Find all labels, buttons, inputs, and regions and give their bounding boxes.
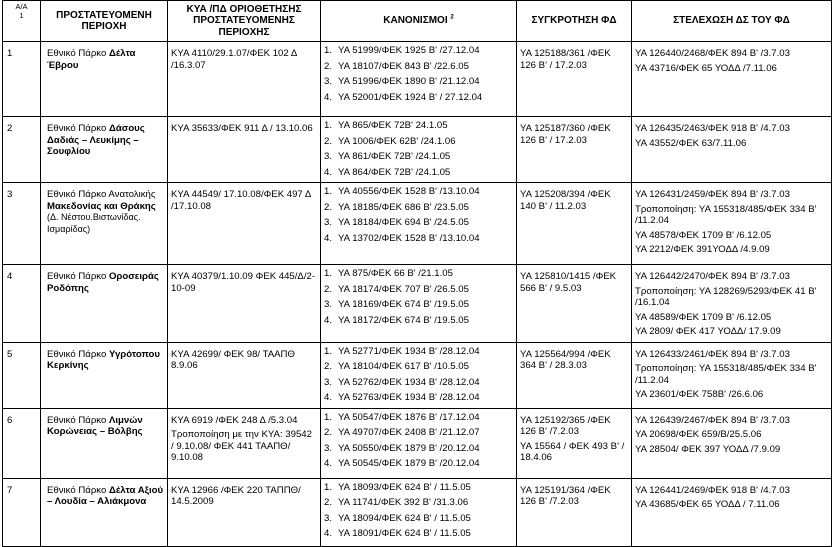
stelexosi-entry: ΥΑ 43716/ΦΕΚ 65 ΥΟΔΔ /7.11.06 [635, 62, 777, 74]
region-cell [41, 42, 168, 117]
stelexosi-entry: ΥΑ 126441/2469/ΦΕΚ 918 Β' /4.7.03 [635, 484, 790, 496]
regulation-text: ΥΑ 18091/ΦΕΚ 624 Β' / 11.5.05 [338, 528, 471, 539]
regulation-index: 1. [324, 345, 333, 357]
region-label: Εθνικό Πάρκο [47, 48, 107, 59]
region-label: Εθνικό Πάρκο Ανατολικής [47, 189, 156, 200]
kya-cell [168, 265, 321, 343]
regulation-text: ΥΑ 51996/ΦΕΚ 1890 Β' /21.12.04 [338, 76, 480, 87]
row-number: 6 [3, 408, 41, 478]
regulation-index: 1. [324, 186, 333, 197]
regulation-index: 3. [324, 376, 333, 388]
regulation-text: ΥΑ 861/ΦΕΚ 72Β' /24.1.05 [338, 151, 451, 162]
regulation-index: 4. [324, 166, 333, 178]
regulation-text: ΥΑ 18094/ΦΕΚ 624 Β' / 11.5.05 [338, 512, 471, 524]
region-name: Μακεδονίας και Θράκης [47, 200, 156, 212]
synkrotisi-entry: ΥΑ 125564/994 /ΦΕΚ 364 Β' / 28.3.03 [520, 348, 611, 371]
regulation-index: 2. [324, 283, 333, 295]
stelexosi-entry: Τροποποίηση: ΥΑ 128269/5293/ΦΕΚ 41 Β' /16.1.04 [635, 285, 817, 308]
region-name: Υγρότοπου Κερκίνης [47, 348, 160, 371]
stelexosi-cell [632, 408, 832, 478]
stelexosi-entry: ΥΑ 126435/2463/ΦΕΚ 918 Β' /4.7.03 [635, 123, 790, 134]
kya-entry: ΚΥΑ 42699/ ΦΕΚ 98/ ΤΑΑΠΘ 8.9.06 [171, 348, 295, 371]
regulation-index: 1. [324, 268, 333, 279]
stelexosi-entry: ΥΑ 48589/ΦΕΚ 1709 Β' /6.12.05 [635, 311, 772, 323]
regulation-index: 3. [324, 299, 333, 310]
regulations-cell [321, 408, 517, 478]
kya-entry: ΚΥΑ 44549/ 17.10.08/ΦΕΚ 497 Δ /17.10.08 [171, 189, 311, 212]
regulation-item [324, 526, 513, 542]
regulation-text: ΥΑ 1006/ΦΕΚ 62Β' /24.1.06 [338, 135, 456, 147]
stelexosi-entry: ΥΑ 43552/ΦΕΚ 63/7.11.06 [635, 137, 747, 149]
regulation-item [324, 313, 513, 329]
regulation-item [324, 231, 513, 247]
kya-cell [168, 342, 321, 408]
regulation-text: ΥΑ 13702/ΦΕΚ 1528 Β' /13.10.04 [338, 232, 480, 244]
synkrotisi-cell [517, 265, 632, 343]
synkrotisi-cell [517, 342, 632, 408]
header-stelexosi: ΣΤΕΛΕΧΩΣΗ ΔΣ ΤΟΥ ΦΔ [632, 1, 832, 42]
stelexosi-entry: ΥΑ 126439/2467/ΦΕΚ 894 Β' /3.7.03 [635, 414, 790, 426]
regulations-list [324, 184, 513, 246]
regulation-item [324, 359, 513, 375]
regulation-text: ΥΑ 40556/ΦΕΚ 1528 Β' /13.10.04 [338, 186, 480, 197]
stelexosi-cell [632, 183, 832, 265]
regulation-index: 4. [324, 314, 333, 326]
regulation-text: ΥΑ 50545/ΦΕΚ 1879 Β' /20.12.04 [338, 458, 480, 469]
stelexosi-entry: ΥΑ 126433/2461/ΦΕΚ 894 Β' /3.7.03 [635, 348, 790, 360]
region-cell [41, 183, 168, 265]
regulation-text: ΥΑ 875/ΦΕΚ 66 Β' /21.1.05 [338, 268, 453, 279]
regulations-cell [321, 342, 517, 408]
protected-areas-table [2, 0, 832, 547]
regulation-item [324, 200, 513, 216]
synkrotisi-cell [517, 408, 632, 478]
regulation-index: 2. [324, 497, 333, 508]
synkrotisi-entry: ΥΑ 125208/394 /ΦΕΚ 140 Β' / 11.2.03 [520, 189, 611, 212]
regulation-text: ΥΑ 18169/ΦΕΚ 674 Β' /19.5.05 [338, 299, 469, 310]
regulations-list [324, 118, 513, 180]
row-number: 7 [3, 478, 41, 546]
table-row [3, 117, 832, 183]
region-label: Εθνικό Πάρκο [47, 271, 107, 282]
regulation-index: 1. [324, 120, 333, 131]
regulation-item [324, 134, 513, 150]
regulation-index: 4. [324, 232, 333, 244]
stelexosi-entry: ΥΑ 126431/2459/ΦΕΚ 894 Β' /3.7.03 [635, 189, 790, 200]
regulations-cell [321, 42, 517, 117]
stelexosi-entry: Τροποποίηση: ΥΑ 155318/485/ΦΕΚ 334 Β' /11.2.04 [635, 363, 817, 386]
stelexosi-entry: ΥΑ 2212/ΦΕΚ 391ΥΟΔΔ /4.9.09 [635, 244, 770, 255]
table-row [3, 183, 832, 265]
regulation-item [324, 410, 513, 426]
stelexosi-entry: ΥΑ 126442/2470/ΦΕΚ 894 Β' /3.7.03 [635, 271, 790, 282]
synkrotisi-entry: ΥΑ 125188/361 /ΦΕΚ 126 Β' / 17.2.03 [520, 48, 611, 71]
region-cell [41, 117, 168, 183]
regulation-item [324, 90, 513, 106]
regulation-text: ΥΑ 18104/ΦΕΚ 617 Β' /10.5.05 [338, 361, 469, 372]
regulation-item [324, 495, 513, 511]
regulation-text: ΥΑ 18172/ΦΕΚ 674 Β' /19.5.05 [338, 314, 469, 326]
kya-cell [168, 478, 321, 546]
header-regulations: ΚΑΝΟΝΙΣΜΟΙ $^2$ [321, 1, 517, 42]
region-cell [41, 342, 168, 408]
regulation-item [324, 149, 513, 165]
row-number: 2 [3, 117, 41, 183]
table-row [3, 478, 832, 546]
regulation-item [324, 456, 513, 472]
region-name: Δέλτα Αξιού – Λουδία – Αλιάκμονα [47, 484, 164, 507]
kya-cell [168, 408, 321, 478]
regulation-text: ΥΑ 18107/ΦΕΚ 843 Β' /22.6.05 [338, 60, 469, 72]
regulations-list [324, 43, 513, 105]
regulations-list [324, 480, 513, 542]
regulation-item [324, 184, 513, 200]
regulation-index: 2. [324, 201, 333, 213]
header-row [3, 1, 832, 42]
kya-entry: ΚΥΑ 4110/29.1.07/ΦΕΚ 102 Δ /16.3.07 [171, 48, 297, 71]
regulation-text: ΥΑ 865/ΦΕΚ 72Β' 24.1.05 [338, 120, 448, 131]
header-aa: Α/Α 1 [3, 1, 41, 42]
kya-entry: ΚΥΑ 40379/1.10.09 ΦΕΚ 445/Δ/2-10-09 [171, 271, 316, 294]
regulations-cell [321, 478, 517, 546]
regulation-text: ΥΑ 50550/ΦΕΚ 1879 Β' /20.12.04 [338, 442, 480, 454]
regulation-index: 1. [324, 45, 333, 56]
regulation-index: 4. [324, 91, 333, 103]
regulation-text: ΥΑ 18174/ΦΕΚ 707 Β' /26.5.05 [338, 283, 469, 295]
region-cell [41, 265, 168, 343]
regulation-item [324, 59, 513, 75]
regulation-text: ΥΑ 52763/ΦΕΚ 1934 Β' /28.12.04 [338, 392, 480, 403]
region-note: (Δ. Νέστου.Βιστωνίδας. Ισμαρίδας) [47, 212, 141, 234]
row-number: 5 [3, 342, 41, 408]
kya-entry: ΚΥΑ 12966 /ΦΕΚ 220 ΤΑΠΠΘ/ 14.5.2009 [171, 484, 301, 507]
regulation-index: 3. [324, 217, 333, 228]
regulation-item [324, 43, 513, 59]
stelexosi-cell [632, 265, 832, 343]
regulation-index: 1. [324, 411, 333, 423]
row-number: 4 [3, 265, 41, 343]
synkrotisi-cell [517, 183, 632, 265]
regulations-list [324, 344, 513, 406]
table-row [3, 342, 832, 408]
kya-cell [168, 183, 321, 265]
regulation-item [324, 441, 513, 457]
header-synkrotisi: ΣΥΓΚΡΟΤΗΣΗ ΦΔ [517, 1, 632, 42]
row-number: 3 [3, 183, 41, 265]
regulation-item [324, 215, 513, 231]
regulation-index: 2. [324, 427, 333, 438]
regulation-item [324, 282, 513, 298]
synkrotisi-cell [517, 117, 632, 183]
regulation-item [324, 165, 513, 181]
region-cell [41, 408, 168, 478]
regulation-item [324, 511, 513, 527]
stelexosi-entry: ΥΑ 28504/ ΦΕΚ 397 ΥΟΔΔ /7.9.09 [635, 443, 781, 455]
regulation-item [324, 74, 513, 90]
regulation-text: ΥΑ 49707/ΦΕΚ 2408 Β' /21.12.07 [338, 427, 480, 438]
stelexosi-entry: ΥΑ 48578/ΦΕΚ 1709 Β' /6.12.05 [635, 229, 772, 241]
regulation-item [324, 480, 513, 496]
synkrotisi-entry: ΥΑ 15564 / ΦΕΚ 493 Β' / 18.4.06 [520, 440, 625, 463]
region-label: Εθνικό Πάρκο [47, 123, 107, 134]
regulation-index: 3. [324, 512, 333, 524]
regulation-item [324, 390, 513, 406]
synkrotisi-entry: ΥΑ 125192/365 /ΦΕΚ 126 Β' /7.2.03 [520, 414, 611, 437]
row-number: 1 [3, 42, 41, 117]
synkrotisi-cell [517, 478, 632, 546]
regulation-item [324, 344, 513, 360]
stelexosi-entry: ΥΑ 20698/ΦΕΚ 659/Β/25.5.06 [635, 429, 762, 440]
regulation-item [324, 266, 513, 282]
table-row [3, 42, 832, 117]
kya-entry: ΚΥΑ 35633/ΦΕΚ 911 Δ / 13.10.06 [171, 123, 313, 134]
regulations-list [324, 266, 513, 328]
regulation-text: ΥΑ 52001/ΦΕΚ 1924 Β' / 27.12.04 [338, 91, 483, 103]
stelexosi-entry: Τροποποίηση: ΥΑ 155318/485/ΦΕΚ 334 Β' /11.2.04 [635, 203, 817, 226]
regulation-index: 3. [324, 76, 333, 87]
kya-cell [168, 117, 321, 183]
region-name: Δάσους Δαδιάς – Λευκίμης – Σουφλίου [47, 123, 145, 157]
region-name: Λιμνών Κορώνειας – Βόλβης [47, 414, 143, 437]
regulation-item [324, 375, 513, 391]
synkrotisi-entry: ΥΑ 125191/364 /ΦΕΚ 126 Β' /7.2.03 [520, 484, 611, 507]
stelexosi-entry: ΥΑ 23601/ΦΕΚ 758Β' /26.6.06 [635, 389, 764, 400]
regulation-item [324, 118, 513, 134]
regulation-text: ΥΑ 52771/ΦΕΚ 1934 Β' /28.12.04 [338, 345, 480, 357]
stelexosi-cell [632, 478, 832, 546]
regulation-index: 4. [324, 392, 333, 403]
region-cell [41, 478, 168, 546]
regulation-index: 4. [324, 528, 333, 539]
regulation-index: 4. [324, 458, 333, 469]
regulation-text: ΥΑ 51999/ΦΕΚ 1925 Β' /27.12.04 [338, 45, 480, 56]
stelexosi-cell [632, 42, 832, 117]
table-row [3, 265, 832, 343]
stelexosi-entry: ΥΑ 126440/2468/ΦΕΚ 894 Β' /3.7.03 [635, 48, 790, 59]
regulation-index: 1. [324, 481, 333, 493]
regulation-text: ΥΑ 50547/ΦΕΚ 1876 Β' /17.12.04 [338, 411, 480, 423]
regulation-text: ΥΑ 864/ΦΕΚ 72Β' /24.1.05 [338, 166, 451, 178]
stelexosi-cell [632, 342, 832, 408]
kya-entry: Τροποποίηση με την ΚΥΑ: 39542 / 9.10.08/ ΦΕΚ 441 ΤΑΑΠΘ/ 9.10.08 [171, 429, 312, 463]
synkrotisi-entry: ΥΑ 125810/1415 /ΦΕΚ 566 Β' / 9.5.03 [520, 271, 617, 294]
regulation-index: 2. [324, 60, 333, 72]
regulation-text: ΥΑ 11741/ΦΕΚ 392 Β' /31.3.06 [338, 497, 469, 508]
regulations-cell [321, 265, 517, 343]
stelexosi-cell [632, 117, 832, 183]
synkrotisi-entry: ΥΑ 125187/360 /ΦΕΚ 126 Β' / 17.2.03 [520, 123, 611, 146]
regulation-text: ΥΑ 52762/ΦΕΚ 1934 Β' /28.12.04 [338, 376, 480, 388]
header-region: ΠΡΟΣΤΑΤΕΥΟΜΕΝΗ ΠΕΡΙΟΧΗ [41, 1, 168, 42]
region-label: Εθνικό Πάρκο [47, 484, 107, 496]
region-label: Εθνικό Πάρκο [47, 414, 107, 426]
header-kya: ΚΥΑ /ΠΔ ΟΡΙΟΘΕΤΗΣΗΣ ΠΡΟΣΤΑΤΕΥΟΜΕΝΗΣ ΠΕΡΙΟΧΗΣ [168, 1, 321, 42]
regulation-index: 2. [324, 135, 333, 147]
regulation-index: 3. [324, 442, 333, 454]
kya-entry: ΚΥΑ 6919 /ΦΕΚ 248 Δ /5.3.04 [171, 414, 298, 426]
region-name: Οροσειράς Ροδόπης [47, 271, 159, 294]
region-label: Εθνικό Πάρκο [47, 348, 107, 360]
table-row [3, 408, 832, 478]
regulation-text: ΥΑ 18093/ΦΕΚ 624 Β' / 11.5.05 [338, 481, 471, 493]
stelexosi-entry: ΥΑ 2809/ ΦΕΚ 417 ΥΟΔΔ/ 17.9.09 [635, 326, 781, 337]
regulation-text: ΥΑ 18185/ΦΕΚ 686 Β' /23.5.05 [338, 201, 469, 213]
region-name: Δέλτα Έβρου [47, 48, 136, 71]
synkrotisi-cell [517, 42, 632, 117]
regulations-list [324, 410, 513, 472]
regulation-item [324, 425, 513, 441]
kya-cell [168, 42, 321, 117]
regulation-index: 2. [324, 361, 333, 372]
header-aa-footnote: 1 [19, 11, 24, 20]
regulation-item [324, 297, 513, 313]
stelexosi-entry: ΥΑ 43685/ΦΕΚ 65 ΥΟΔΔ / 7.11.06 [635, 499, 780, 510]
regulations-cell [321, 183, 517, 265]
regulation-index: 3. [324, 151, 333, 162]
header-regulations-footnote: 2 [450, 14, 454, 21]
regulations-cell [321, 117, 517, 183]
regulation-text: ΥΑ 18184/ΦΕΚ 694 Β' /24.5.05 [338, 217, 469, 228]
